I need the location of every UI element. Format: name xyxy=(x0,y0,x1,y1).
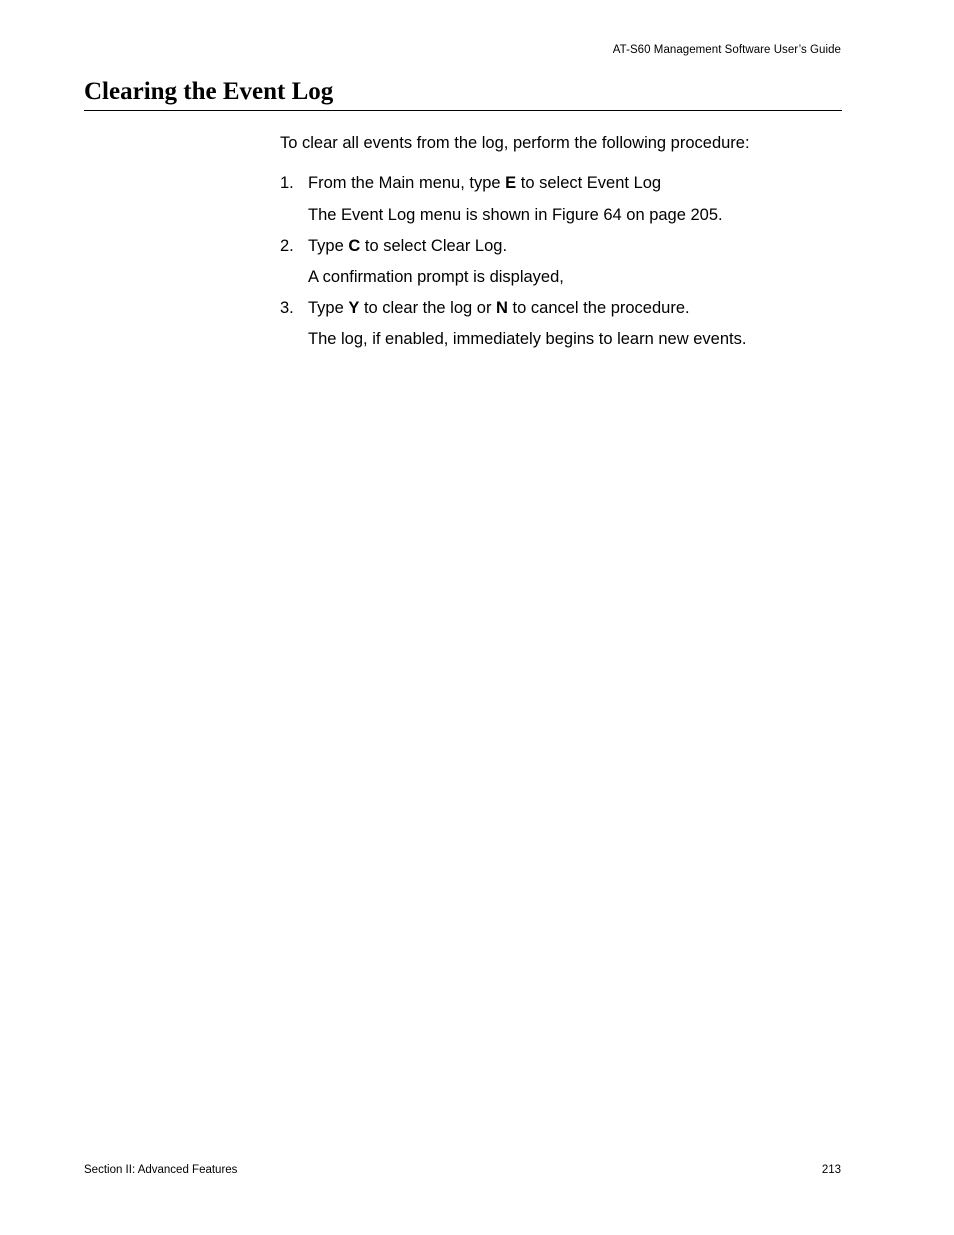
intro-paragraph: To clear all events from the log, perform the following procedure: xyxy=(280,134,750,152)
step-3-number: 3. xyxy=(280,299,294,317)
section-title: Clearing the Event Log xyxy=(84,76,842,111)
step-2-number: 2. xyxy=(280,237,294,255)
step-3-text: Type Y to clear the log or N to cancel the procedure. xyxy=(308,299,690,317)
step-1-number: 1. xyxy=(280,174,294,192)
step-1-text: From the Main menu, type E to select Event Log xyxy=(308,174,662,192)
footer-section-label: Section II: Advanced Features xyxy=(84,1164,238,1176)
step-3-key-n: N xyxy=(496,299,508,317)
step-2-key: C xyxy=(348,237,361,255)
step-2-result: A confirmation prompt is displayed, xyxy=(308,268,564,286)
step-3-key-y: Y xyxy=(348,299,360,317)
step-3-result: The log, if enabled, immediately begins to learn new events. xyxy=(308,330,747,348)
running-header: AT-S60 Management Software User’s Guide xyxy=(612,44,841,56)
step-1-key: E xyxy=(505,174,517,192)
step-1-result: The Event Log menu is shown in Figure 64 on page 205. xyxy=(308,206,723,224)
footer-page-number: 213 xyxy=(821,1164,841,1176)
step-2-text: Type C to select Clear Log. xyxy=(308,237,508,255)
